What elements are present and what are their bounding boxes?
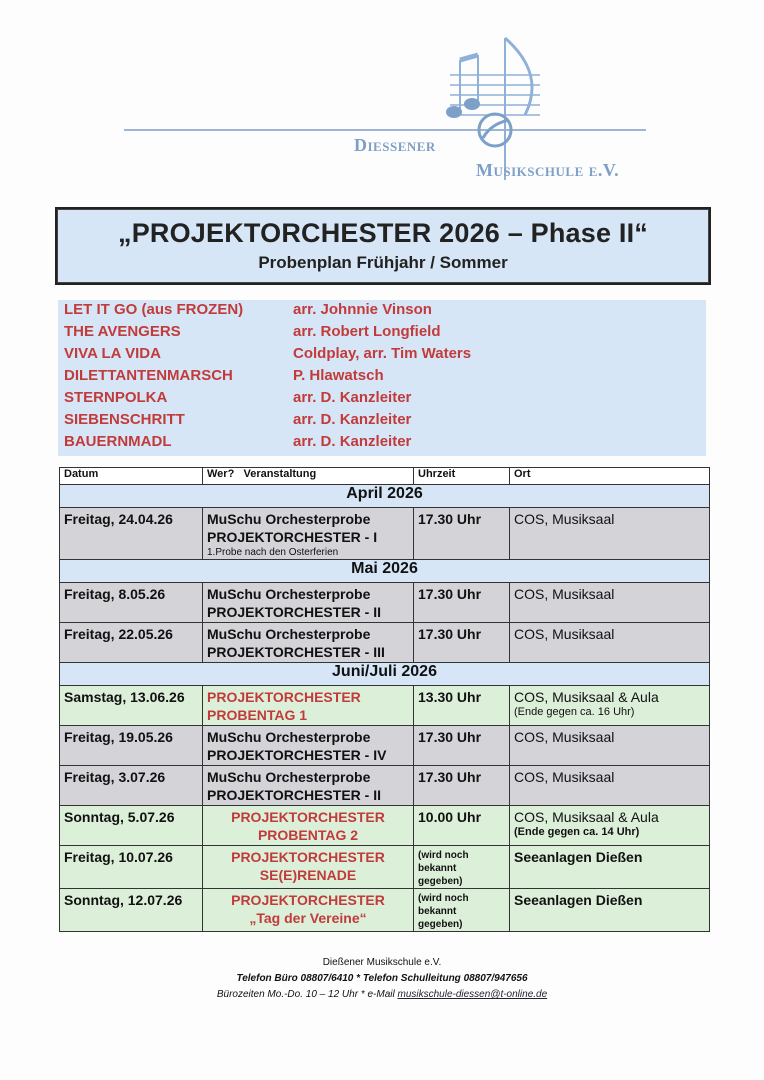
- time-note-line3: gegeben): [418, 919, 463, 930]
- time-note-line1: (wird noch: [418, 893, 469, 904]
- month-row: [60, 663, 710, 686]
- event-date: Sonntag, 12.07.26: [60, 889, 203, 932]
- piece-title: BAUERNMADL: [64, 433, 172, 450]
- time-note-line2: bekannt: [418, 863, 457, 874]
- logo-text-diessener: Diessener: [354, 135, 436, 155]
- place-note: (Ende gegen ca. 14 Uhr): [514, 826, 640, 838]
- event-place: COS, Musiksaal: [510, 623, 710, 663]
- event-note: 1.Probe nach den Osterferien: [207, 547, 339, 558]
- piece-title: DILETTANTENMARSCH: [64, 367, 233, 384]
- event-line2: PROJEKTORCHESTER - III: [207, 644, 385, 660]
- place-main: COS, Musiksaal & Aula: [514, 809, 659, 825]
- event-description: [203, 806, 414, 846]
- footer-hours: [0, 989, 764, 1000]
- time-note-line2: bekannt: [418, 906, 457, 917]
- event-line2: PROJEKTORCHESTER - II: [207, 787, 381, 803]
- footer-phones-text: Telefon Büro 08807/6410 * Telefon Schulleitung 08807/947656: [236, 973, 528, 984]
- event-place: [510, 686, 710, 726]
- table-row: [60, 726, 710, 766]
- piece-title: LET IT GO (aus FROZEN): [64, 301, 244, 318]
- event-description: [203, 766, 414, 806]
- event-date: Freitag, 8.05.26: [60, 583, 203, 623]
- event-description: [203, 726, 414, 766]
- header-place: Ort: [510, 468, 710, 485]
- piece-arranger: P. Hlawatsch: [293, 367, 384, 384]
- event-time: 17.30 Uhr: [414, 508, 510, 560]
- footer-phones: [0, 973, 764, 984]
- piece-arranger: arr. D. Kanzleiter: [293, 389, 412, 406]
- event-time: 17.30 Uhr: [414, 766, 510, 806]
- event-line1: MuSchu Orchesterprobe: [207, 769, 371, 785]
- piece-title: VIVA LA VIDA: [64, 345, 161, 362]
- table-row: [60, 583, 710, 623]
- repertoire-list: [58, 300, 706, 456]
- logo-staff-line: [124, 129, 646, 131]
- header-event: Wer? Veranstaltung: [203, 468, 414, 485]
- event-date: Freitag, 3.07.26: [60, 766, 203, 806]
- event-time: [414, 889, 510, 932]
- event-date: Sonntag, 5.07.26: [60, 806, 203, 846]
- piece-arranger: arr. Robert Longfield: [293, 323, 441, 340]
- event-line1: MuSchu Orchesterprobe: [207, 586, 371, 602]
- table-row: [60, 766, 710, 806]
- event-place: COS, Musiksaal: [510, 508, 710, 560]
- event-date: Freitag, 10.07.26: [60, 846, 203, 889]
- event-line1: MuSchu Orchesterprobe: [207, 729, 371, 745]
- event-place: [510, 806, 710, 846]
- event-line2: SE(E)RENADE: [259, 867, 357, 883]
- event-line2: PROJEKTORCHESTER - II: [207, 604, 381, 620]
- table-row: [60, 846, 710, 889]
- month-label: Mai 2026: [60, 560, 710, 583]
- schedule-table: [59, 467, 710, 932]
- event-time: 13.30 Uhr: [414, 686, 510, 726]
- event-date: Freitag, 19.05.26: [60, 726, 203, 766]
- email-link[interactable]: musikschule-diessen@t-online.de: [397, 989, 548, 1000]
- event-date: Freitag, 24.04.26: [60, 508, 203, 560]
- event-line2: PROBENTAG 1: [207, 707, 308, 723]
- table-row: [60, 806, 710, 846]
- piece-title: STERNPOLKA: [64, 389, 168, 406]
- piece-arranger: arr. D. Kanzleiter: [293, 433, 412, 450]
- event-time: 17.30 Uhr: [414, 623, 510, 663]
- event-place: COS, Musiksaal: [510, 766, 710, 806]
- event-line2: PROJEKTORCHESTER - I: [207, 529, 378, 545]
- page-title: „PROJEKTORCHESTER 2026 – Phase II“: [118, 218, 648, 248]
- event-time: 17.30 Uhr: [414, 726, 510, 766]
- event-place: COS, Musiksaal: [510, 583, 710, 623]
- place-main: COS, Musiksaal & Aula: [514, 689, 659, 705]
- page-subtitle: Probenplan Frühjahr / Sommer: [258, 253, 508, 272]
- event-time: 17.30 Uhr: [414, 583, 510, 623]
- place-note: (Ende gegen ca. 16 Uhr): [514, 706, 635, 718]
- event-date: Samstag, 13.06.26: [60, 686, 203, 726]
- event-line1: PROJEKTORCHESTER: [231, 892, 385, 908]
- event-description: [203, 889, 414, 932]
- event-description: [203, 508, 414, 560]
- piece-title: THE AVENGERS: [64, 323, 181, 340]
- event-line1: PROJEKTORCHESTER: [231, 849, 385, 865]
- event-line1: PROJEKTORCHESTER: [207, 689, 361, 705]
- event-description: [203, 686, 414, 726]
- month-row: [60, 560, 710, 583]
- event-line1: MuSchu Orchesterprobe: [207, 626, 371, 642]
- event-description: [203, 583, 414, 623]
- table-row: [60, 889, 710, 932]
- footer-org: Dießener Musikschule e.V.: [322, 957, 442, 968]
- table-header-row: [60, 468, 710, 485]
- title-box: [55, 207, 711, 285]
- table-row: [60, 508, 710, 560]
- header-date: Datum: [60, 468, 203, 485]
- logo-text-musikschule: Musikschule e.V.: [476, 160, 620, 180]
- event-description: [203, 623, 414, 663]
- table-row: [60, 686, 710, 726]
- footer-hours-text: Bürozeiten Mo.-Do. 10 – 12 Uhr * e-Mail: [216, 989, 398, 1000]
- event-time: [414, 846, 510, 889]
- month-row: [60, 485, 710, 508]
- event-time: 10.00 Uhr: [414, 806, 510, 846]
- month-label: April 2026: [60, 485, 710, 508]
- event-date: Freitag, 22.05.26: [60, 623, 203, 663]
- piece-arranger: Coldplay, arr. Tim Waters: [293, 345, 472, 362]
- month-label: Juni/Juli 2026: [60, 663, 710, 686]
- school-logo: [120, 30, 650, 190]
- event-place: COS, Musiksaal: [510, 726, 710, 766]
- event-line2: PROJEKTORCHESTER - IV: [207, 747, 387, 763]
- event-line2: „Tag der Vereine“: [249, 910, 367, 926]
- time-note-line3: gegeben): [418, 876, 463, 887]
- time-note-line1: (wird noch: [418, 850, 469, 861]
- event-line2: PROBENTAG 2: [257, 827, 359, 843]
- piece-arranger: arr. D. Kanzleiter: [293, 411, 412, 428]
- piece-arranger: arr. Johnnie Vinson: [293, 301, 432, 318]
- table-row: [60, 623, 710, 663]
- event-description: [203, 846, 414, 889]
- event-place: Seeanlagen Dießen: [510, 889, 710, 932]
- event-line1: MuSchu Orchesterprobe: [207, 511, 371, 527]
- piece-title: SIEBENSCHRITT: [64, 411, 185, 428]
- event-place: Seeanlagen Dießen: [510, 846, 710, 889]
- event-line1: PROJEKTORCHESTER: [231, 809, 385, 825]
- header-time: Uhrzeit: [414, 468, 510, 485]
